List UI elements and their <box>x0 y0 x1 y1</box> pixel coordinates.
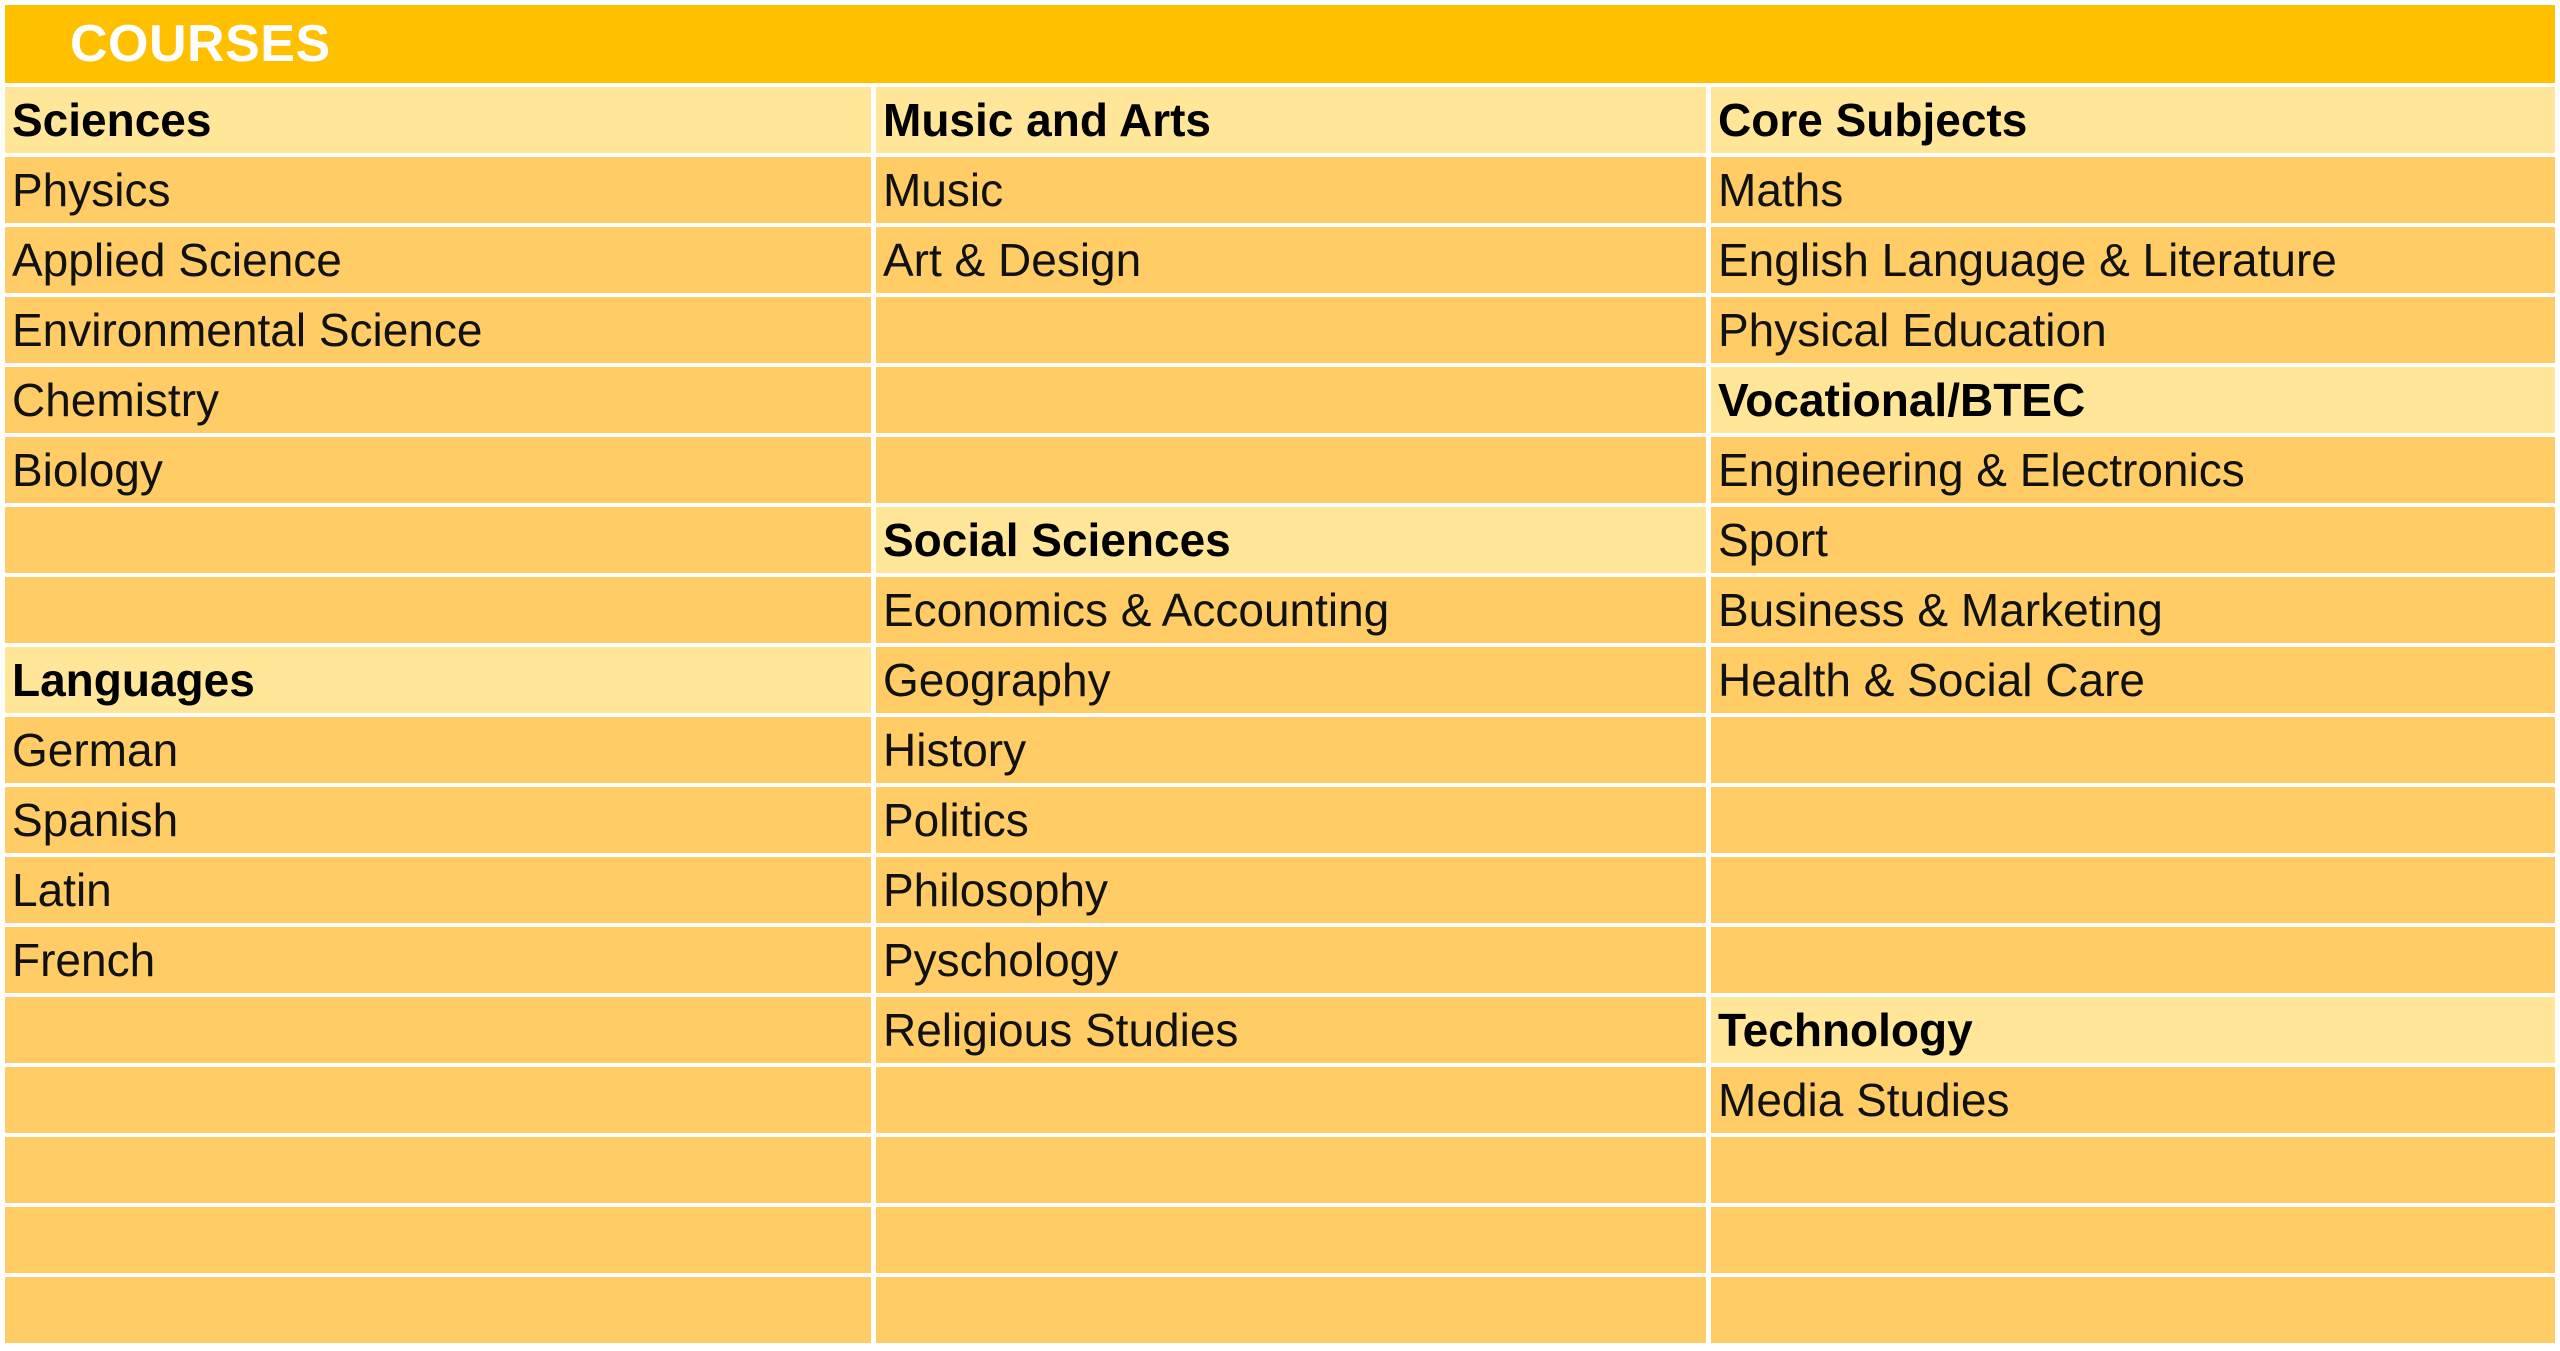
empty-cell <box>5 1277 871 1343</box>
category-header: Core Subjects <box>1711 87 2555 153</box>
course-cell: Applied Science <box>5 227 871 293</box>
course-cell: Spanish <box>5 787 871 853</box>
course-cell: Art & Design <box>876 227 1706 293</box>
empty-cell <box>876 1137 1706 1203</box>
course-cell: Pyschology <box>876 927 1706 993</box>
course-cell: Health & Social Care <box>1711 647 2555 713</box>
empty-cell <box>5 507 871 573</box>
course-cell: Chemistry <box>5 367 871 433</box>
course-cell: Latin <box>5 857 871 923</box>
empty-cell <box>5 997 871 1063</box>
course-cell: Politics <box>876 787 1706 853</box>
empty-cell <box>5 577 871 643</box>
course-cell: Business & Marketing <box>1711 577 2555 643</box>
course-cell: Philosophy <box>876 857 1706 923</box>
course-cell: Sport <box>1711 507 2555 573</box>
empty-cell <box>5 1067 871 1133</box>
empty-cell <box>876 437 1706 503</box>
course-cell: Media Studies <box>1711 1067 2555 1133</box>
empty-cell <box>876 367 1706 433</box>
course-cell: History <box>876 717 1706 783</box>
course-cell: Geography <box>876 647 1706 713</box>
empty-cell <box>876 1207 1706 1273</box>
empty-cell <box>876 1067 1706 1133</box>
course-cell: Maths <box>1711 157 2555 223</box>
empty-cell <box>1711 1137 2555 1203</box>
empty-cell <box>1711 857 2555 923</box>
course-cell: Biology <box>5 437 871 503</box>
category-header: Languages <box>5 647 871 713</box>
empty-cell <box>1711 927 2555 993</box>
category-header: Social Sciences <box>876 507 1706 573</box>
empty-cell <box>1711 787 2555 853</box>
course-cell: French <box>5 927 871 993</box>
empty-cell <box>876 297 1706 363</box>
courses-title: COURSES <box>5 5 2555 83</box>
course-cell: Environmental Science <box>5 297 871 363</box>
empty-cell <box>5 1207 871 1273</box>
course-cell: Music <box>876 157 1706 223</box>
courses-grid <box>5 83 2555 1343</box>
courses-table <box>5 5 2555 1343</box>
empty-cell <box>1711 1207 2555 1273</box>
course-cell: German <box>5 717 871 783</box>
course-cell: English Language & Literature <box>1711 227 2555 293</box>
course-cell: Religious Studies <box>876 997 1706 1063</box>
empty-cell <box>5 1137 871 1203</box>
empty-cell <box>1711 1277 2555 1343</box>
course-cell: Physical Education <box>1711 297 2555 363</box>
category-header: Technology <box>1711 997 2555 1063</box>
empty-cell <box>876 1277 1706 1343</box>
course-cell: Economics & Accounting <box>876 577 1706 643</box>
empty-cell <box>1711 717 2555 783</box>
category-header: Music and Arts <box>876 87 1706 153</box>
category-header: Sciences <box>5 87 871 153</box>
course-cell: Physics <box>5 157 871 223</box>
category-header: Vocational/BTEC <box>1711 367 2555 433</box>
course-cell: Engineering & Electronics <box>1711 437 2555 503</box>
